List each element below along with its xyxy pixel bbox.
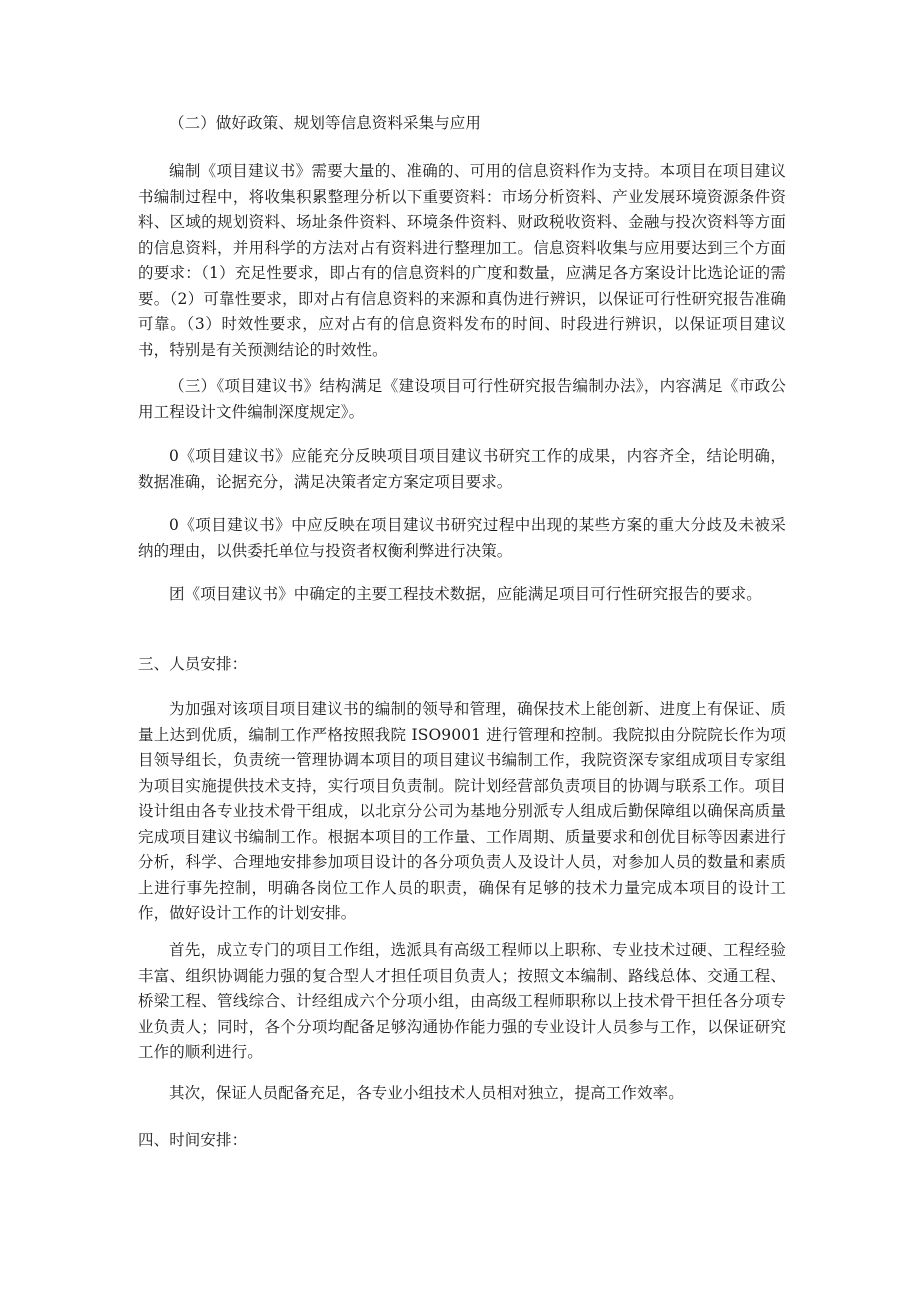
paragraph-project-team: 首先，成立专门的项目工作组，选派具有高级工程师以上职称、专业技术过硬、工程经验丰富、组织协调能力强的复合型人才担任项目负责人；按照文本编制、路线总体、交通工程、桥梁工程、管线综合、计经组成六个分项小组，由高级工程师职称以上技术骨干担任各分项专业负责人；同时，各个分项均配备足够沟通协作能力强的专业设计人员参与工作，以保证研究工作的顺利进行。 xyxy=(138,941,786,1061)
paragraph-info-collection: 编制《项目建议书》需要大量的、准确的、可用的信息资料作为支持。本项目在项目建议书编制过程中，将收集积累整理分析以下重要资料：市场分析资料、产业发展环境资源条件资料、区域的规划资料、场址条件资料、环境条件资料、财政税收资料、金融与投次资料等方面的信息资料，并用科学的方法对占有资料进行整理加工。信息资料收集与应用要达到三个方面的要求：（1）充足性要求，即占有的信息资料的广度和数量，应满足各方案设计比选论证的需要。（2）可靠性要求，即对占有信息资料的来源和真伪进行辨识，以保证可行性研究报告准确可靠。（3）时效性要求，应对占有的信息资料发布的时间、时段进行辨识，以保证项目建议书，特别是有关预测结论的时效性。 xyxy=(138,162,786,359)
section-heading-structure: （三）《项目建议书》结构满足《建设项目可行性研究报告编制办法》，内容满足《市政公用工程设计文件编制深度规定》。 xyxy=(138,377,786,421)
paragraph-staffing-management: 为加强对该项目项目建议书的编制的领导和管理，确保技术上能创新、进度上有保证、质量上达到优质，编制工作严格按照我院 ISO9001 进行管理和控制。我院拟由分院院长作为项目领导组长，负责统一管理协调本项目的项目建议书编制工作，我院资深专家组成项目专家组为项目实施提供技术支持，实行项目负责制。院计划经营部负责项目的协调与联系工作。项目设计组由各专业技术骨干组成，以北京分公司为基地分别派专人组成后勤保障组以确保高质量完成项目建议书编制工作。根据本项目的工作量、工作周期、质量要求和创优目标等因素进行分析，科学、合理地安排参加项目设计的各分项负责人及设计人员，对参加人员的数量和素质上进行事先控制，明确各岗位工作人员的职责，确保有足够的技术力量完成本项目的设计工作，做好设计工作的计划安排。 xyxy=(138,700,786,922)
paragraph-tech-data: 团《项目建议书》中确定的主要工程技术数据，应能满足项目可行性研究报告的要求。 xyxy=(169,585,762,603)
paragraph-reflect-divergence: 0《项目建议书》中应反映在项目建议书研究过程中出现的某些方案的重大分歧及未被采纳的理由，以供委托单位与投资者权衡利弊进行决策。 xyxy=(138,516,786,560)
section-heading-policy-info: （二）做好政策、规划等信息资料采集与应用 xyxy=(169,114,482,132)
section-heading-schedule: 四、时间安排： xyxy=(138,1131,248,1149)
section-heading-staffing: 三、人员安排： xyxy=(138,655,248,673)
paragraph-staff-adequacy: 其次，保证人员配备充足，各专业小组技术人员相对独立，提高工作效率。 xyxy=(169,1084,684,1102)
paragraph-reflect-results: 0《项目建议书》应能充分反映项目项目建议书研究工作的成果，内容齐全，结论明确，数据准确，论据充分，满足决策者定方案定项目要求。 xyxy=(138,447,786,491)
